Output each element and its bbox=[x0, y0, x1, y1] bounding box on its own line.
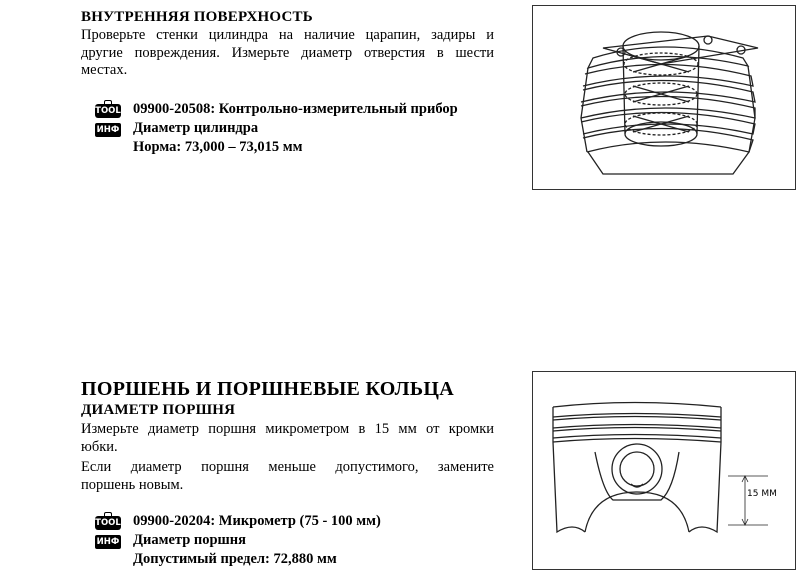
inner-surface-paragraph bbox=[81, 27, 494, 80]
dimension-label: 15 MM bbox=[747, 489, 777, 499]
cylinder-illustration bbox=[533, 6, 795, 189]
spec-name: Диаметр цилиндра bbox=[133, 120, 259, 136]
toolbox-icon: TOOL bbox=[95, 106, 121, 116]
piston-paragraph-2 bbox=[81, 459, 494, 494]
cylinder-tool-spec bbox=[133, 100, 458, 157]
piston-tool-spec bbox=[133, 512, 381, 569]
paragraph-line: Если диаметр поршня меньше допустимого, замените bbox=[81, 459, 494, 475]
piston-illustration bbox=[533, 372, 795, 569]
piston-figure bbox=[532, 371, 796, 570]
toolbox-icon: TOOL bbox=[95, 518, 121, 528]
section-subtitle-piston-diameter: ДИАМЕТР ПОРШНЯ bbox=[81, 402, 236, 418]
spec-value: Норма: 73,000 – 73,015 мм bbox=[133, 139, 303, 155]
section-title-inner-surface: ВНУТРЕННЯЯ ПОВЕРХНОСТЬ bbox=[81, 9, 313, 25]
info-book-icon: ИНФ bbox=[96, 537, 120, 547]
spec-value: Допустимый предел: 72,880 мм bbox=[133, 551, 337, 567]
paragraph-line: другие повреждения. Измерьте диаметр отверстия в шести bbox=[81, 44, 494, 61]
section-title-piston-rings: ПОРШЕНЬ И ПОРШНЕВЫЕ КОЛЬЦА bbox=[81, 378, 454, 400]
tool-line: 09900-20204: Микрометр (75 - 100 мм) bbox=[133, 513, 381, 529]
paragraph-line: юбки. bbox=[81, 438, 118, 455]
cylinder-figure bbox=[532, 5, 796, 190]
paragraph-line: Проверьте стенки цилиндра на наличие царапин, задиры и bbox=[81, 27, 494, 43]
paragraph-line: Измерьте диаметр поршня микрометром в 15 мм от кромки bbox=[81, 421, 494, 437]
paragraph-line: местах. bbox=[81, 62, 128, 78]
spec-name: Диаметр поршня bbox=[133, 532, 246, 548]
piston-paragraph-1 bbox=[81, 421, 494, 456]
info-book-icon: ИНФ bbox=[96, 125, 120, 135]
tool-line: 09900-20508: Контрольно-измерительный прибор bbox=[133, 101, 458, 117]
paragraph-line: поршень новым. bbox=[81, 476, 184, 493]
